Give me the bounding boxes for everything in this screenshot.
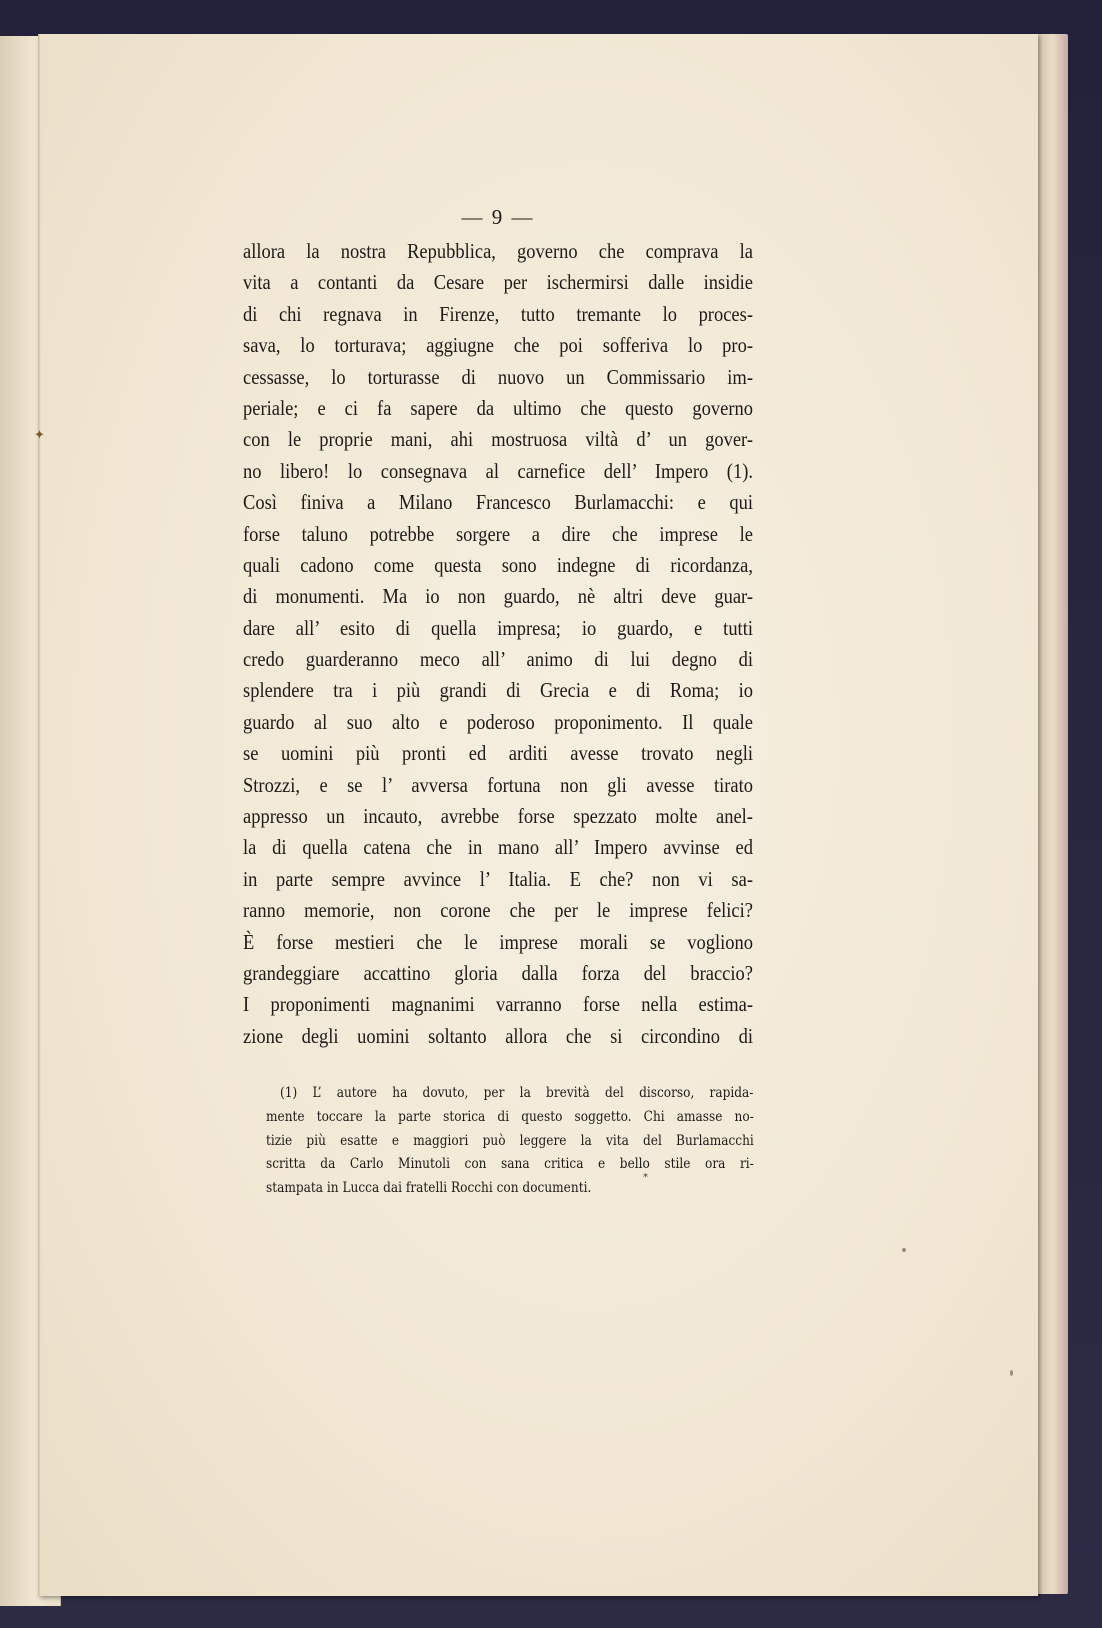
text-line: Strozzi, e se l’ avversa fortuna non gli avesse tirato xyxy=(243,772,753,797)
text-line: periale; e ci fa sapere da ultimo che questo governo xyxy=(243,395,753,420)
text-line: I proponimenti magnanimi varranno forse nella estima- xyxy=(243,992,753,1017)
page-number: — 9 — xyxy=(461,205,535,229)
text-line: allora la nostra Repubblica, governo che comprava la xyxy=(243,239,753,263)
page-text-block xyxy=(243,200,753,1052)
text-line: vita a contanti da Cesare per ischermirsi dalle insidie xyxy=(243,270,753,295)
page-fold-shadow xyxy=(38,34,41,1596)
text-line: di chi regnava in Firenze, tutto tremante lo proces- xyxy=(243,301,753,326)
text-line: forse taluno potrebbe sorgere a dire che imprese le xyxy=(243,521,753,546)
text-line: ranno memorie, non corone che per le imprese felici? xyxy=(243,898,753,923)
text-line: se uomini più pronti ed arditi avesse trovato negli xyxy=(243,741,753,766)
text-line: È forse mestieri che le imprese morali se vogliono xyxy=(243,929,753,954)
footnote-line: stampata in Lucca dai fratelli Rocchi con documenti. xyxy=(266,1180,592,1197)
paper-speck xyxy=(1010,1370,1013,1376)
text-line: Così finiva a Milano Francesco Burlamacchi: e qui xyxy=(243,490,753,515)
text-line: zione degli uomini soltanto allora che si circondino di xyxy=(243,1023,753,1048)
text-line: appresso un incauto, avrebbe forse spezzato molte anel- xyxy=(243,804,753,829)
footnote-line: tizie più esatte e maggiori può leggere la vita del Burlamacchi xyxy=(266,1132,754,1149)
paper-speck xyxy=(902,1248,906,1252)
text-line: guardo al suo alto e poderoso proponimento. Il quale xyxy=(243,709,753,734)
footnote-line: scritta da Carlo Minutoli con sana critica e bello stile ora ri- xyxy=(266,1156,754,1173)
text-line: quali cadono come questa sono indegne di ricordanza, xyxy=(243,552,753,577)
text-line: di monumenti. Ma io non guardo, nè altri deve guar- xyxy=(243,584,753,609)
footnote-line: (1) L’ autore ha dovuto, per la brevità del discorso, rapida- xyxy=(280,1085,754,1101)
footnote-block xyxy=(266,1082,754,1201)
text-line: dare all’ esito di quella impresa; io guardo, e tutti xyxy=(243,615,753,640)
text-line: splendere tra i più grandi di Grecia e di Roma; io xyxy=(243,678,753,703)
binding-pin-icon: ✦ xyxy=(34,428,45,443)
text-line: la di quella catena che in mano all’ Impero avvinse ed xyxy=(243,835,753,860)
text-line: cessasse, lo torturasse di nuovo un Commissario im- xyxy=(243,364,753,389)
text-line: grandeggiare accattino gloria dalla forza del braccio? xyxy=(243,960,753,985)
signature-mark: * xyxy=(643,1172,648,1183)
text-line: in parte sempre avvince l’ Italia. E che? non vi sa- xyxy=(243,866,753,891)
text-line: no libero! lo consegnava al carnefice dell’ Impero (1). xyxy=(243,458,753,483)
footnote-line: mente toccare la parte storica di questo soggetto. Chi amasse no- xyxy=(266,1108,754,1125)
text-line: con le proprie mani, ahi mostruosa viltà d’ un gover- xyxy=(243,427,753,452)
text-line: credo guarderanno meco all’ animo di lui degno di xyxy=(243,647,753,672)
text-line: sava, lo torturava; aggiugne che poi sofferiva lo pro- xyxy=(243,333,753,358)
body-paragraphs xyxy=(243,236,753,1052)
